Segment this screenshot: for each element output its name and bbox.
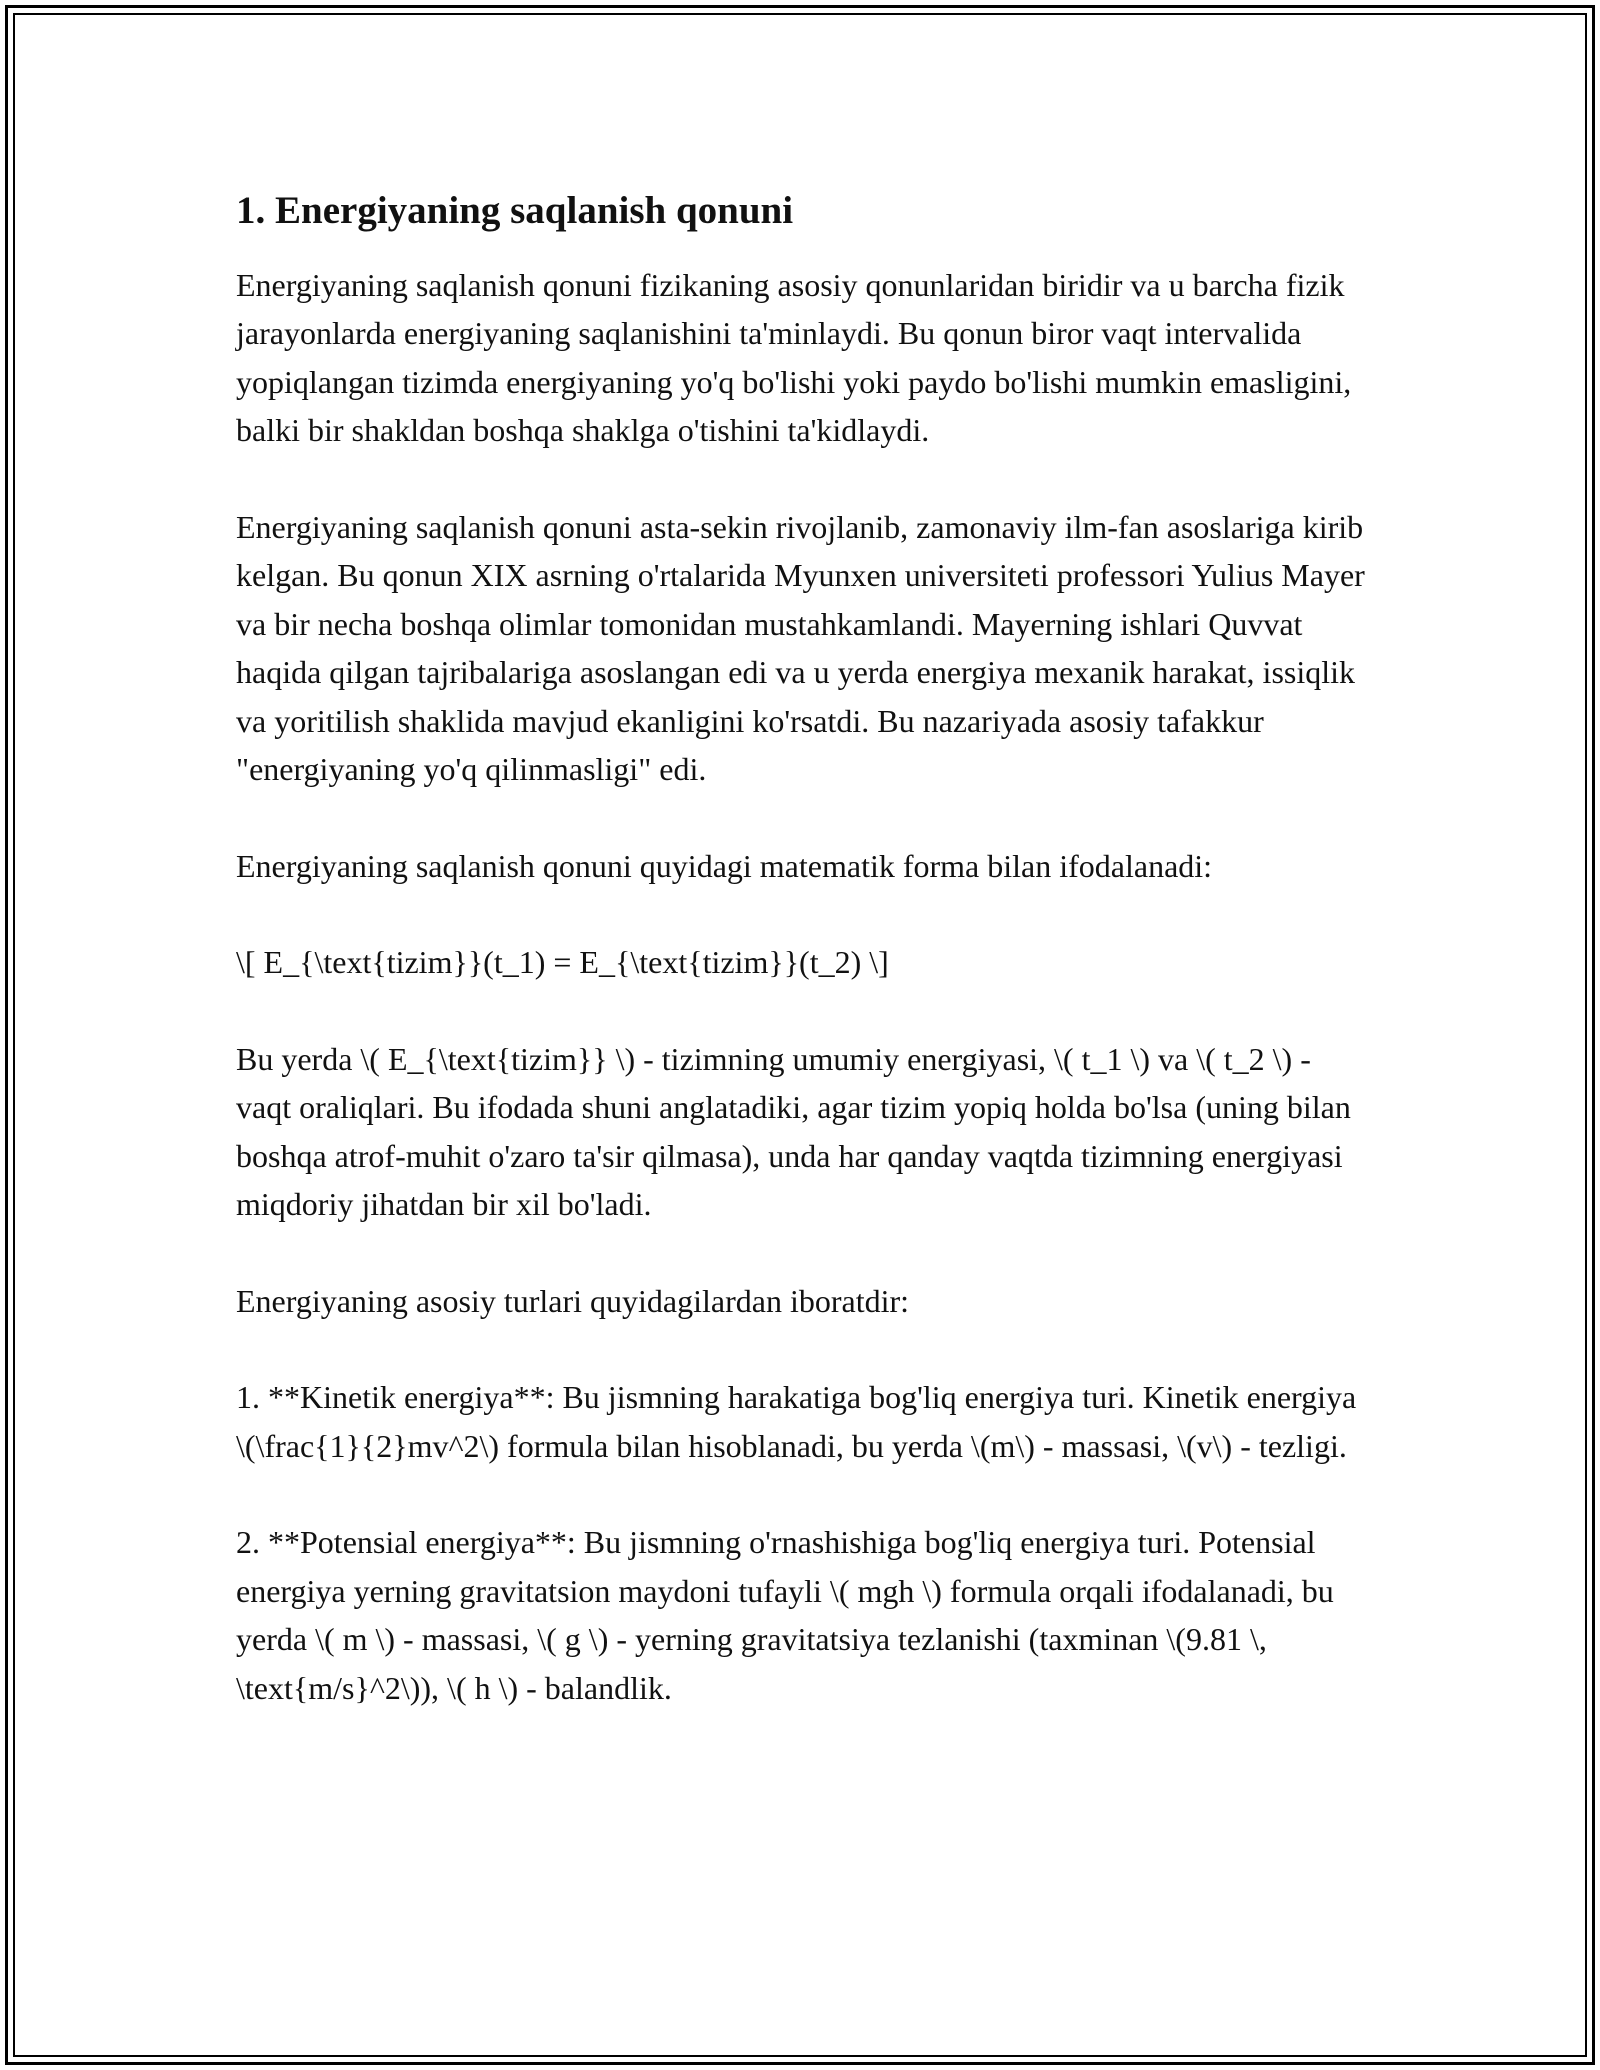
section-heading: 1. Energiyaning saqlanish qonuni xyxy=(236,189,794,232)
formula-line: \[ E_{\text{tizim}}(t_1) = E_{\text{tizim}}(t_2) \] xyxy=(236,944,889,981)
list-item-potential: 2. **Potensial energiya**: Bu jismning o'rnashishiga bog'liq energiya turi. Potensial energiya yerning gravitatsion maydoni tufayli \( mgh \) formula orqali ifodalanadi, bu yerda \( m \) - massasi, \( g \) - yerning gravitatsiya tezlanishi (taxminan \(9.81 \, \text{m/s}^2\)), \( h \) - balandlik. xyxy=(236,1524,1334,1706)
document-body xyxy=(236,186,1366,1760)
paragraph-intro: Energiyaning saqlanish qonuni fizikaning asosiy qonunlaridan biridir va u barcha fizik jarayonlarda energiyaning saqlanishini ta'minlaydi. Bu qonun biror vaqt intervalida yopiqlangan tizimda energiyaning yo'q bo'lishi yoki paydo bo'lishi mumkin emasligini, balki bir shakldan boshqa shaklga o'tishini ta'kidlaydi. xyxy=(236,266,1352,449)
list-item-kinetic: 1. **Kinetik energiya**: Bu jismning harakatiga bog'liq energiya turi. Kinetik energiya \(\frac{1}{2}mv^2\) formula bilan hisoblanadi, bu yerda \(m\) - massasi, \(v\) - tezligi. xyxy=(236,1379,1357,1464)
paragraph-history: Energiyaning saqlanish qonuni asta-sekin rivojlanib, zamonaviy ilm-fan asoslariga kirib kelgan. Bu qonun XIX asrning o'rtalarida Myunxen universiteti professori Yulius Mayer va bir necha boshqa olimlar tomonidan mustahkamlandi. Mayerning ishlari Quvvat haqida qilgan tajribalariga asoslangan edi va u yerda energiya mexanik harakat, issiqlik va yoritilish shaklida mavjud ekanligini ko'rsatdi. Bu nazariyada asosiy tafakkur "energiyaning yo'q qilinmasligi" edi. xyxy=(236,508,1365,788)
paragraph-types-intro: Energiyaning asosiy turlari quyidagilardan iboratdir: xyxy=(236,1282,910,1319)
paragraph-formula-explanation: Bu yerda \( E_{\text{tizim}} \) - tizimning umumiy energiyasi, \( t_1 \) va \( t_2 \) - vaqt oraliqlari. Bu ifodada shuni anglatadiki, agar tizim yopiq holda bo'lsa (uning bilan boshqa atrof-muhit o'zaro ta'sir qilmasa), unda har qanday vaqtda tizimning energiyasi miqdoriy jihatdan bir xil bo'ladi. xyxy=(236,1040,1351,1223)
paragraph-formula-intro: Energiyaning saqlanish qonuni quyidagi matematik forma bilan ifodalanadi: xyxy=(236,847,1213,884)
